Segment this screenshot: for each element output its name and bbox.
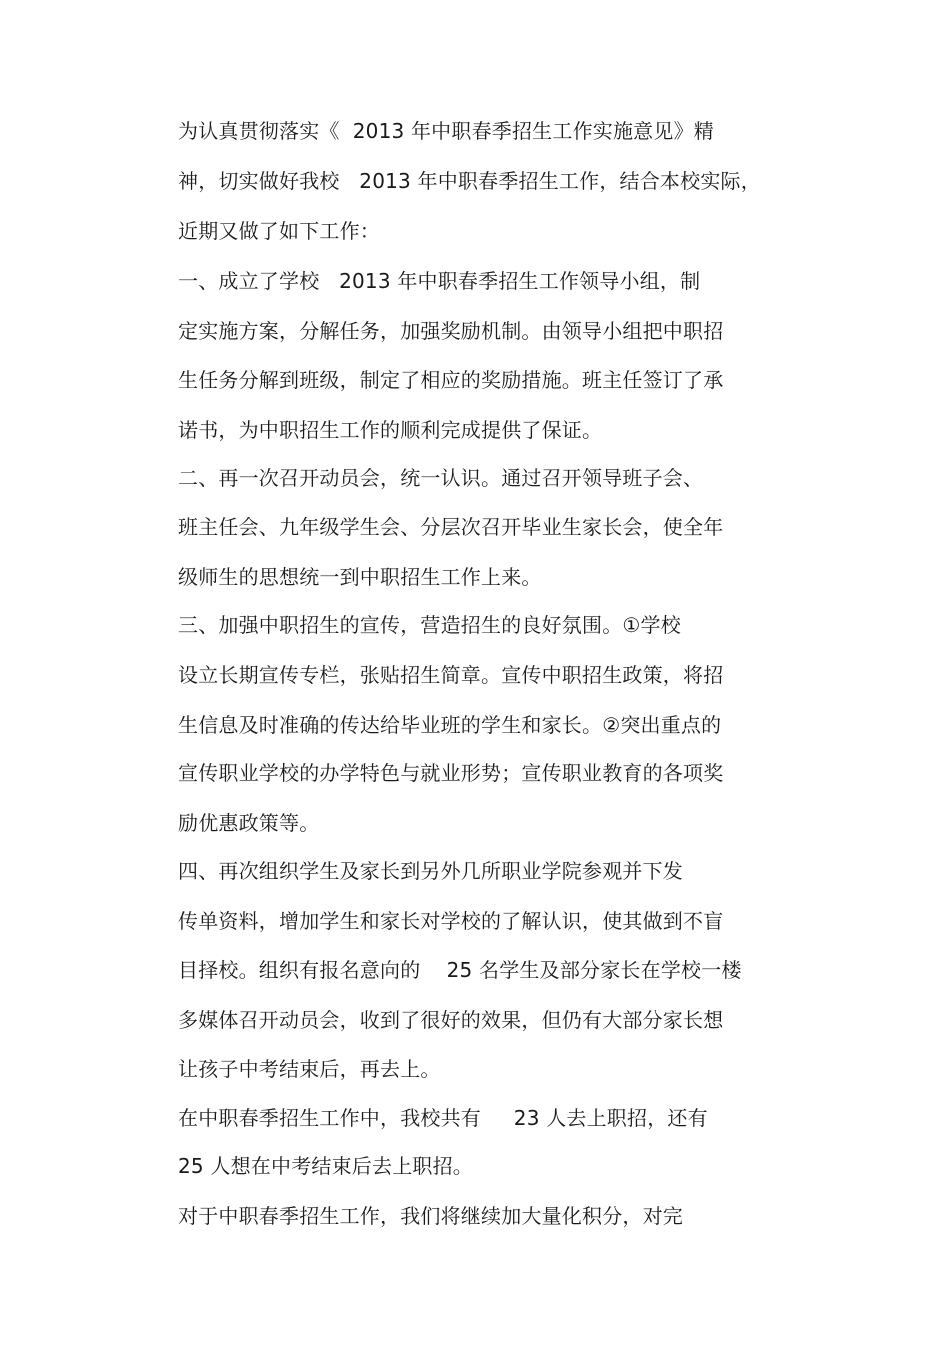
text-line: 25 人想在中考结束后去上职招。: [178, 1154, 474, 1178]
text-line: 让孩子中考结束后，再去上。: [178, 1057, 441, 1081]
text-line: 多媒体召开动员会，收到了很好的效果，但仍有大部分家长想: [178, 1008, 724, 1032]
text-line: 生信息及时准确的传达给毕业班的学生和家长。②突出重点的: [178, 713, 722, 737]
text-line: 定实施方案，分解任务，加强奖励机制。由领导小组把中职招: [178, 319, 724, 343]
text-line: 二、再一次召开动员会，统一认识。通过召开领导班子会、: [178, 466, 704, 490]
text-line: 班主任会、九年级学生会、分层次召开毕业生家长会，使全年: [178, 515, 724, 539]
text-line: 一、成立了学校 2013 年中职春季招生工作领导小组，制: [178, 269, 701, 293]
text-line: 级师生的思想统一到中职招生工作上来。: [178, 565, 542, 589]
text-line: 神，切实做好我校 2013 年中职春季招生工作，结合本校实际，: [178, 169, 761, 193]
text-line: 设立长期宣传专栏，张贴招生简章。宣传中职招生政策，将招: [178, 663, 724, 687]
text-line: 目择校。组织有报名意向的 25 名学生及部分家长在学校一楼: [178, 958, 742, 982]
text-line: 四、再次组织学生及家长到另外几所职业学院参观并下发: [178, 859, 683, 883]
text-line: 三、加强中职招生的宣传，营造招生的良好氛围。①学校: [178, 613, 681, 637]
text-line: 对于中职春季招生工作，我们将继续加大量化积分，对完: [178, 1204, 683, 1228]
text-line: 诺书，为中职招生工作的顺利完成提供了保证。: [178, 418, 603, 442]
text-line: 近期又做了如下工作：: [178, 219, 380, 243]
text-line: 宣传职业学校的办学特色与就业形势；宣传职业教育的各项奖: [178, 761, 724, 785]
text-line: 为认真贯彻落实《 2013 年中职春季招生工作实施意见》精: [178, 119, 714, 143]
text-line: 在中职春季招生工作中，我校共有 23 人去上职招，还有: [178, 1106, 708, 1130]
text-line: 励优惠政策等。: [178, 811, 320, 835]
text-line: 生任务分解到班级，制定了相应的奖励措施。班主任签订了承: [178, 368, 724, 392]
text-line: 传单资料，增加学生和家长对学校的了解认识，使其做到不盲: [178, 909, 724, 933]
